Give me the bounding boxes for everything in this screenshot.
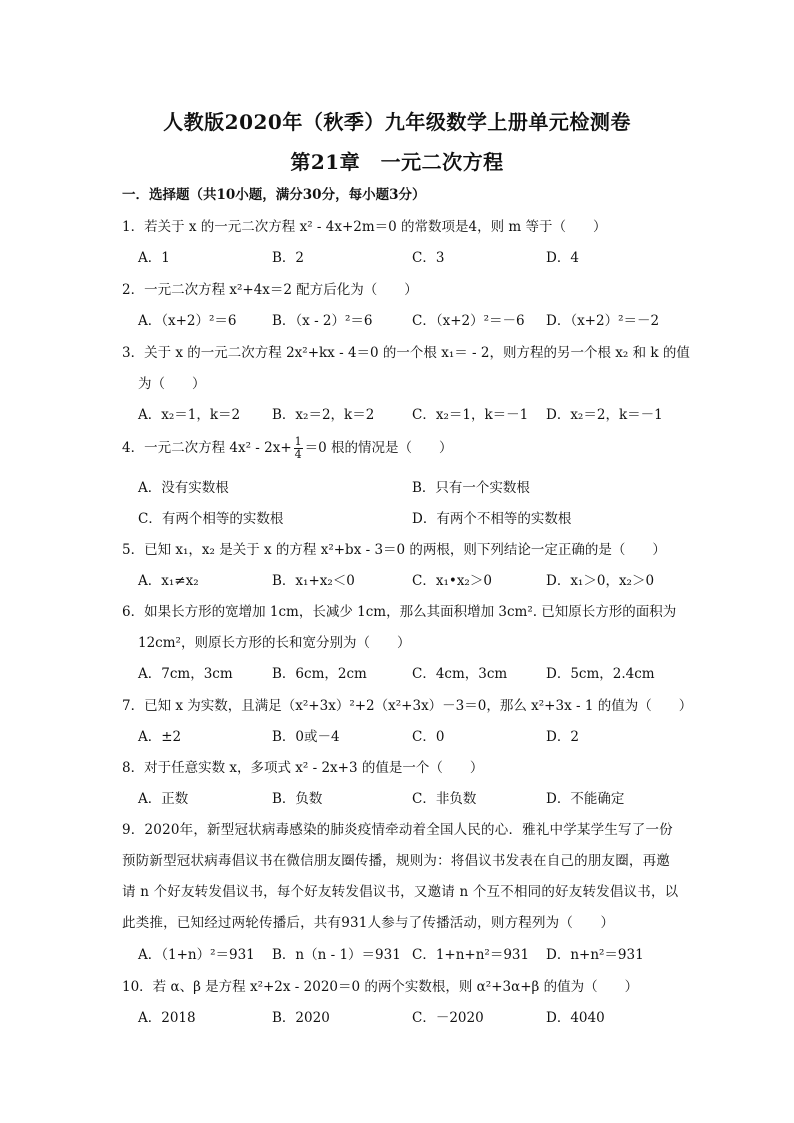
question-10-option-b: B．2020 bbox=[272, 1010, 330, 1026]
question-10-option-a: A．2018 bbox=[138, 1010, 196, 1026]
question-1-option-c: C．3 bbox=[412, 250, 445, 266]
question-9-option-c: C．1+n+n²＝931 bbox=[412, 947, 530, 963]
question-5-option-a: A．x₁≠x₂ bbox=[138, 573, 199, 589]
question-4-option-a: A．没有实数根 bbox=[138, 480, 229, 496]
question-6-stem: 6．如果长方形的宽增加 1cm，长减少 1cm，那么其面积增加 3cm². 已知原长方形的面积为 bbox=[122, 604, 677, 620]
question-6-option-c: C．4cm，3cm bbox=[412, 666, 508, 682]
question-7-option-a: A．±2 bbox=[138, 729, 182, 745]
question-3-option-b: B．x₂＝2，k＝2 bbox=[272, 407, 375, 423]
question-1-option-b: B．2 bbox=[272, 250, 305, 266]
question-2-option-a: A．（x+2）²＝6 bbox=[138, 313, 237, 329]
question-4-stem bbox=[122, 435, 682, 461]
question-6-stem-cont: 12cm²，则原长方形的长和宽分别为（ ） bbox=[138, 635, 411, 651]
question-5-option-d: D．x₁＞0，x₂＞0 bbox=[546, 573, 655, 589]
question-4-option-c: C．有两个相等的实数根 bbox=[138, 511, 284, 527]
question-8-option-d: D．不能确定 bbox=[546, 791, 625, 807]
question-4-option-d: D．有两个不相等的实数根 bbox=[412, 511, 572, 527]
question-7-stem: 7．已知 x 为实数，且满足（x²+3x）²+2（x²+3x）－3＝0，那么 x²+3x - 1 的值为（ ） bbox=[122, 698, 693, 714]
question-9-option-d: D．n+n²＝931 bbox=[546, 947, 644, 963]
question-9-option-a: A．（1+n）²＝931 bbox=[138, 947, 255, 963]
fraction-denominator: 4 bbox=[294, 448, 302, 461]
question-4-stem-pre: 4．一元二次方程 4x² - 2x+ bbox=[122, 440, 292, 456]
question-8-option-c: C．非负数 bbox=[412, 791, 477, 807]
fraction-numerator: 1 bbox=[294, 435, 302, 448]
question-4-option-b: B．只有一个实数根 bbox=[412, 480, 530, 496]
question-10-option-c: C．－2020 bbox=[412, 1010, 484, 1026]
question-5-option-c: C．x₁•x₂＞0 bbox=[412, 573, 492, 589]
question-9-option-b: B．n（n - 1）＝931 bbox=[272, 947, 401, 963]
question-10-option-d: D．4040 bbox=[546, 1010, 605, 1026]
question-5-option-b: B．x₁+x₂＜0 bbox=[272, 573, 355, 589]
question-1-stem: 1．若关于 x 的一元二次方程 x² - 4x+2m＝0 的常数项是4，则 m 等于（ ） bbox=[122, 219, 607, 235]
question-3-option-c: C．x₂＝1，k＝－1 bbox=[412, 407, 529, 423]
question-10-stem: 10．若 α、β 是方程 x²+2x - 2020＝0 的两个实数根，则 α²+3α+β 的值为（ ） bbox=[122, 979, 639, 995]
fraction bbox=[294, 436, 303, 461]
question-8-stem: 8．对于任意实数 x，多项式 x² - 2x+3 的值是一个（ ） bbox=[122, 760, 484, 776]
question-2-option-d: D．（x+2）²＝－2 bbox=[546, 313, 660, 329]
question-6-option-a: A．7cm，3cm bbox=[138, 666, 233, 682]
question-1-option-d: D．4 bbox=[546, 250, 579, 266]
question-3-stem-cont: 为（ ） bbox=[138, 376, 206, 392]
question-3-option-a: A．x₂＝1，k＝2 bbox=[138, 407, 241, 423]
chapter-title: 第21章 一元二次方程 bbox=[290, 150, 504, 174]
question-9-stem: 9．2020年，新型冠状病毒感染的肺炎疫情牵动着全国人民的心．雅礼中学某学生写了一份预防新型冠状病毒倡议书在微信朋友圈传播，规则为：将倡议书发表在自己的朋友圈，再邀请 n 个好友转发倡议书，每个好友转发倡议书，又邀请 n 个互不相同的好友转发倡议书，以此类推，已知经过两轮传播后，共有931人参与了传播活动，则方程列为（ ） bbox=[122, 822, 679, 931]
question-4-stem-post: ＝0 根的情况是（ ） bbox=[304, 440, 453, 456]
question-2-option-c: C．（x+2）²＝－6 bbox=[412, 313, 525, 329]
question-5-stem: 5．已知 x₁，x₂ 是关于 x 的方程 x²+bx - 3＝0 的两根，则下列结论一定正确的是（ ） bbox=[122, 542, 666, 558]
question-6-option-b: B．6cm，2cm bbox=[272, 666, 367, 682]
question-7-option-c: C．0 bbox=[412, 729, 445, 745]
question-6-option-d: D．5cm，2.4cm bbox=[546, 666, 655, 682]
section-heading: 一．选择题（共10小题，满分30分，每小题3分） bbox=[122, 187, 426, 203]
question-8-option-b: B．负数 bbox=[272, 791, 323, 807]
page-title: 人教版2020年（秋季）九年级数学上册单元检测卷 bbox=[163, 110, 631, 134]
question-1-option-a: A．1 bbox=[138, 250, 170, 266]
question-7-option-b: B．0或－4 bbox=[272, 729, 340, 745]
question-3-stem: 3．关于 x 的一元二次方程 2x²+kx - 4＝0 的一个根 x₁＝ - 2，则方程的另一个根 x₂ 和 k 的值 bbox=[122, 345, 690, 361]
question-7-option-d: D．2 bbox=[546, 729, 579, 745]
question-8-option-a: A．正数 bbox=[138, 791, 189, 807]
question-3-option-d: D．x₂＝2，k＝－1 bbox=[546, 407, 663, 423]
question-2-option-b: B．（x - 2）²＝6 bbox=[272, 313, 373, 329]
question-2-stem: 2．一元二次方程 x²+4x＝2 配方后化为（ ） bbox=[122, 282, 418, 298]
